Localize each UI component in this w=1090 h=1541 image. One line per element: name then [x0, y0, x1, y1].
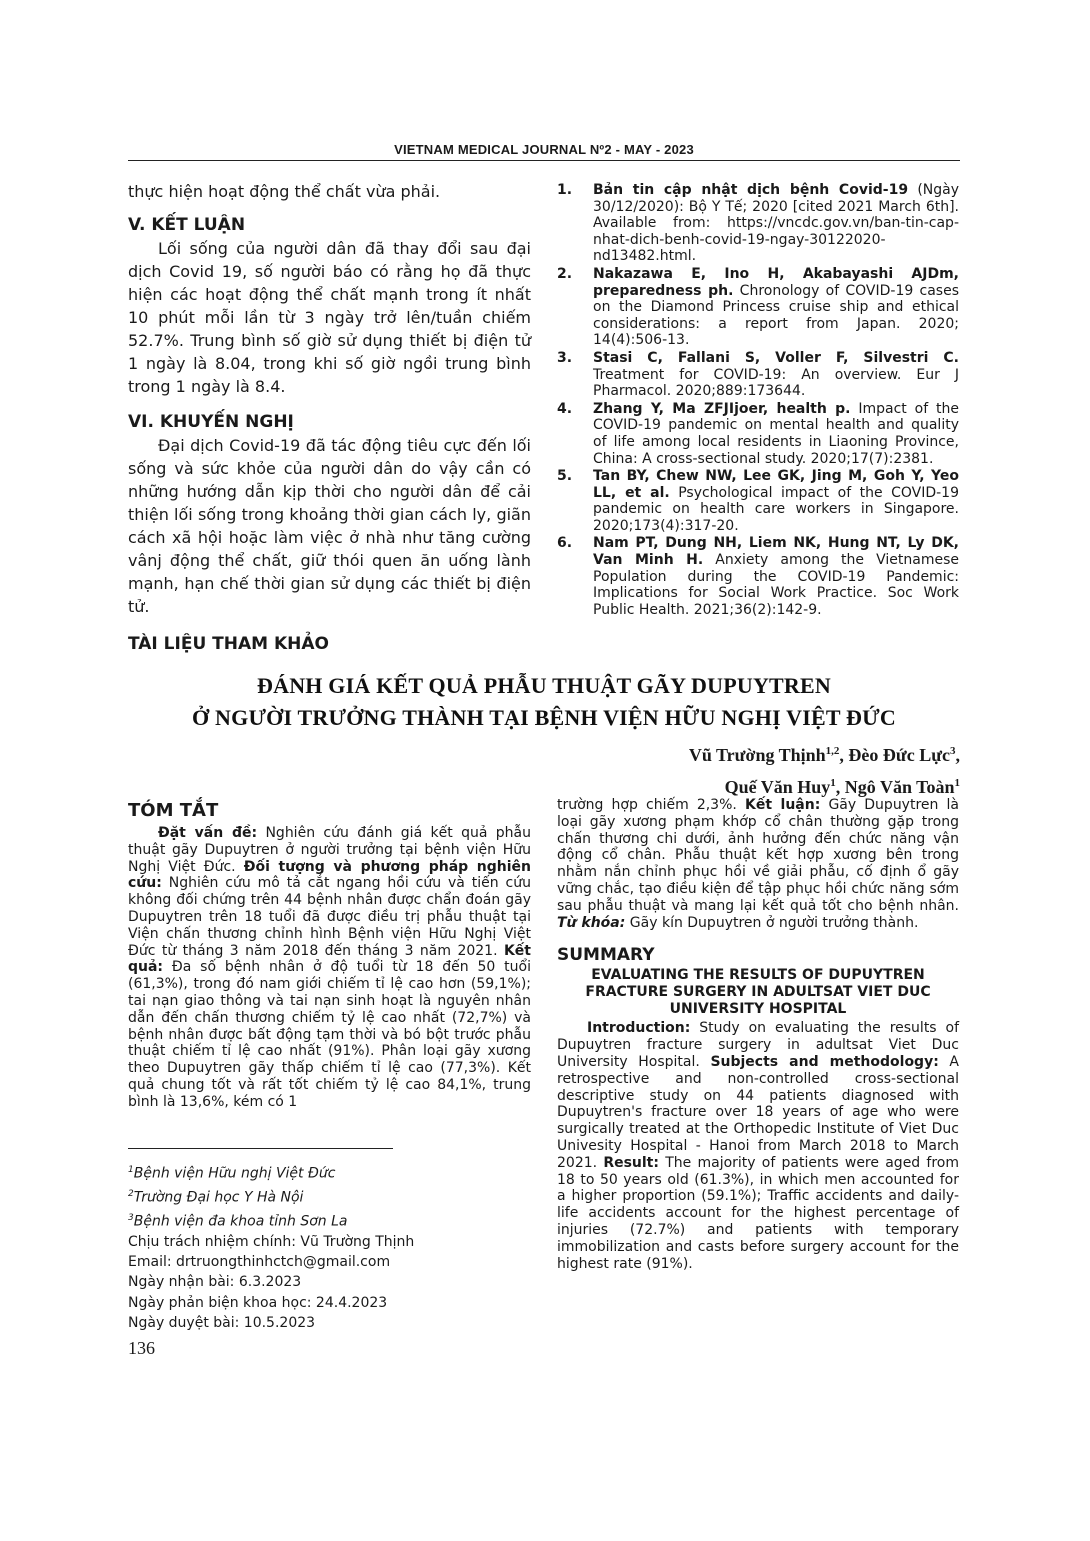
recommendation-heading: VI. KHUYẾN NGHỊ [128, 412, 294, 432]
recommendation-text: Đại dịch Covid-19 đã tác động tiêu cực đến lối sống và sức khỏe của người dân do vậy cần có những hướng dẫn kịp thời cho người dân để cải thiện lối sống trong khoảng thời gian cách ly, giãn cách xã hội hoặc làm việc ở nhà như tăng cường vânj động thể chất, giữ thói quen ăn uống lành mạnh, hạn chế thời gian sử dụng các thiết bị điện tử. [128, 436, 531, 616]
reference-item [557, 350, 959, 400]
reference-text: Chronology of COVID-19 cases on the Diamond Princess cruise ship and ethical considerations: a report from Japan. 2020; 14(4):506-13. [593, 282, 959, 349]
author-affiliation: 3 [950, 745, 956, 757]
continuation-text: thực hiện hoạt động thể chất vừa phải. [128, 182, 441, 201]
summary-intro-text: Study on evaluating the results of Dupuytren fracture surgery in adultsat Viet Duc University Hospital. [557, 1020, 959, 1070]
reference-text: (Ngày 30/12/2020): Bộ Y Tế; 2020 [cited 2021 March 6th]. Available from: https://vncdc.gov.vn/ban-tin-cap-nhat-dich-benh-covid-19-ngay-30122020-nd13482.html. [593, 182, 960, 265]
summary-label-result: Result: [603, 1154, 659, 1171]
abstract-conclusion-text: Gãy Dupuytren là loại gãy xương phạm khớp cổ chân thường gặp trong chấn thương chi dưới, ảnh hưởng đến chức năng vận động cổ chân. Phẫu thuật kết hợp xương bên trong nhằm nắn chỉnh phục hồi về giải phẫu, cố định ổ gãy vững chắc, tạo điều kiện để tập phục hồi chức năng sớm sau phẫu thuật và mang lại kết quả tốt cho bệnh nhân. [557, 797, 959, 914]
reference-text: Impact of the COVID-19 pandemic on mental health and quality of life among local residents in Liaoning Province, China: A cross-sectional study. 2020;17(7):2381. [593, 400, 959, 467]
reference-text: Anxiety among the Vietnamese Population during the COVID-19 Pandemic: Implications for Social Work Practice. Soc Work Public Health. 2021;36(2):142-9. [593, 552, 959, 618]
author-separator: , [839, 745, 849, 765]
conclusion-text: Lối sống của người dân đã thay đổi sau đại dịch Covid 19, số người báo có rằng họ đã thực hiện các hoạt động thể chất mạnh trong ít nhất 10 phút mỗi lần từ 3 ngày trở lên/tuần chiếm 52.7%. Trung bình số giờ sử dụng thiết bị điện tử 1 ngày là 8.04, trong khi số giờ ngồi trung bình trong 1 ngày là 8.4. [128, 239, 531, 396]
reference-authors: Nakazawa E, Ino H, Akabayashi AJDm, preparedness ph. [593, 265, 959, 299]
footnote-text: Bệnh viện Hữu nghị Việt Đức [133, 1165, 336, 1182]
author-affiliation: 1 [954, 777, 960, 789]
summary-result-text: The majority of patients were aged from 18 to 50 years old (61.3%), in which men accounted for a higher proportion (59.1%); Traffic accidents and daily-life accidents account for the highest percentage of injuries (72.7%) and patients with temporary immobilization and casts before surgery account for the highest rate (91%). [557, 1154, 959, 1272]
references-heading: TÀI LIỆU THAM KHẢO [128, 634, 329, 654]
reference-authors: Nam PT, Dung NH, Liem NK, Hung NT, Ly DK, Van Minh H. [593, 535, 959, 569]
summary-label-intro: Introduction: [587, 1020, 691, 1037]
footnote-email: Email: drtruongthinhctch@gmail.com [128, 1254, 391, 1271]
author-name: Vũ Trường Thịnh [688, 745, 826, 765]
abstract-heading: TÓM TẮT [128, 800, 219, 821]
reference-item [557, 182, 959, 265]
footnote-text: Bệnh viện đa khoa tỉnh Sơn La [133, 1213, 348, 1230]
reference-authors: Zhang Y, Ma ZFJIjoer, health p. [593, 400, 851, 417]
footnote-text: Trường Đại học Y Hà Nội [133, 1189, 304, 1206]
abstract-intro-text: Nghiên cứu đánh giá kết quả phẫu thuật gãy Dupuytren ở người trưởng tại bệnh viện Hữu Nghị Việt Đức. [128, 825, 531, 875]
prev-article-left-column [128, 180, 531, 656]
footnote-received: Ngày nhận bài: 6.3.2023 [128, 1274, 302, 1291]
abstract-result-cont: trường hợp chiếm 2,3%. [557, 797, 745, 813]
reference-number: 2. [557, 265, 573, 282]
abstract-label-result: Kết quả: [128, 942, 531, 976]
reference-item [557, 468, 959, 534]
journal-header: VIETNAM MEDICAL JOURNAL Nº2 - MAY - 2023 [394, 142, 694, 157]
author-affiliation: 1,2 [825, 745, 840, 757]
reference-text: Psychological impact of the COVID-19 pandemic on health care workers in Singapore. 2020;173(4):317-20. [593, 484, 959, 534]
summary-label-method: Subjects and methodology: [710, 1053, 939, 1070]
abstract-label-keywords: Từ khóa: [557, 914, 626, 931]
footnote-affiliation-1 [128, 1160, 528, 1184]
footnote-reviewed: Ngày phản biện khoa học: 24.4.2023 [128, 1294, 388, 1311]
footnote-affiliation-2 [128, 1184, 528, 1208]
footnote-rule [128, 1148, 393, 1149]
author-line-1 [689, 737, 960, 769]
article-title-line-1: ĐÁNH GIÁ KẾT QUẢ PHẪU THUẬT GÃY DUPUYTREN [257, 673, 831, 698]
author-name: Quế Văn Huy [724, 777, 831, 797]
reference-item [557, 266, 959, 349]
abstract-right-column [557, 797, 959, 1272]
footnote-responsible: Chịu trách nhiệm chính: Vũ Trường Thịnh [128, 1233, 415, 1250]
summary-heading: SUMMARY [557, 945, 655, 966]
footnotes [128, 1160, 528, 1333]
reference-list [557, 182, 959, 619]
reference-number: 3. [557, 349, 573, 366]
author-name: Đèo Đức Lực [848, 745, 950, 765]
reference-authors: Bản tin cập nhật dịch bệnh Covid-19 [593, 182, 909, 198]
abstract-continuation [557, 797, 959, 931]
abstract-label-conclusion: Kết luận: [744, 797, 821, 813]
abstract-label-method: Đối tượng và phương pháp nghiên cứu: [128, 858, 531, 892]
summary-subtitle: EVALUATING THE RESULTS OF DUPUYTREN FRACTURE SURGERY IN ADULTSAT VIET DUC UNIVERSITY HOSPITAL [585, 967, 931, 1018]
reference-authors: Tan BY, Chew NW, Lee GK, Jing M, Goh Y, Yeo LL, et al. [593, 468, 959, 501]
author-affiliation: 1 [830, 777, 836, 789]
header-rule [128, 160, 960, 161]
article-title-line-2: Ở NGƯỜI TRƯỞNG THÀNH TẠI BỆNH VIỆN HỮU NGHỊ VIỆT ĐỨC [192, 705, 896, 730]
footnote-marker: 1 [128, 1165, 134, 1175]
footnote-approved: Ngày duyệt bài: 10.5.2023 [128, 1315, 316, 1332]
abstract-method-text: Nghiên cứu mô tả cắt ngang hồi cứu và tiến cứu không đối chứng trên 44 bệnh nhân được chẩn đoán gãy Dupuytren trên 18 tuổi đã được điều trị phẫu thuật tại Viện chấn thương chỉnh hình Bệnh viện Hữu Nghị Việt Đức từ tháng 3 năm 2018 đến tháng 3 năm 2021. [128, 875, 531, 959]
author-separator: , [955, 745, 960, 765]
reference-number: 5. [557, 468, 573, 485]
reference-number: 1. [557, 182, 573, 198]
author-block [689, 737, 960, 801]
page-number: 136 [128, 1338, 155, 1358]
summary-text [557, 1020, 959, 1272]
author-separator: , [835, 777, 845, 797]
abstract-left-column [128, 800, 531, 1111]
reference-number: 6. [557, 535, 573, 552]
abstract-result-text: Đa số bệnh nhân ở độ tuổi từ 18 đến 50 tuổi (61,3%), trong đó nam giới chiếm tỉ lệ cao hơn (59,1%); tai nạn giao thông và tai nạn sinh hoạt là nguyên nhân dẫn đến chấn thương chiếm tỷ lệ cao nhất (72,7%) và bệnh nhân được bất động tạm thời và bó bột trước phẫu thuật chiếm tỉ lệ cao nhất (91%). Phân loại gãy xương theo Dupuytren gãy thấp chiếm tỉ lệ cao (77,3%). Kết quả chung tốt và rất tốt chiếm tỷ lệ cao 84,1%, trung bình là 13,6%, kém có 1 [128, 959, 531, 1110]
abstract-label-intro: Đặt vấn đề: [158, 825, 258, 841]
author-name: Ngô Văn Toàn [844, 777, 955, 797]
reference-item [557, 401, 959, 467]
abstract-text [128, 825, 531, 1111]
reference-authors: Stasi C, Fallani S, Voller F, Silvestri C. [593, 349, 959, 366]
summary-method-text: A retrospective and non-controlled cross-sectional descriptive study on 44 patients diagnosed with Dupuytren's fracture over 18 years of age who were surgically treated at the Orthopedic Institute of Viet Duc Univesity Hospital - Hanoi from March 2018 to March 2021. [557, 1053, 960, 1171]
abstract-keywords-text: Gãy kín Dupuytren ở người trưởng thành. [625, 914, 919, 931]
reference-item [557, 535, 959, 618]
footnote-marker: 2 [128, 1188, 134, 1199]
reference-number: 4. [557, 400, 573, 417]
footnote-marker: 3 [128, 1212, 134, 1223]
conclusion-heading: V. KẾT LUẬN [128, 215, 246, 235]
reference-text: Treatment for COVID-19: An overview. Eur J Pharmacol. 2020;889:173644. [593, 366, 959, 400]
footnote-affiliation-3 [128, 1208, 528, 1232]
